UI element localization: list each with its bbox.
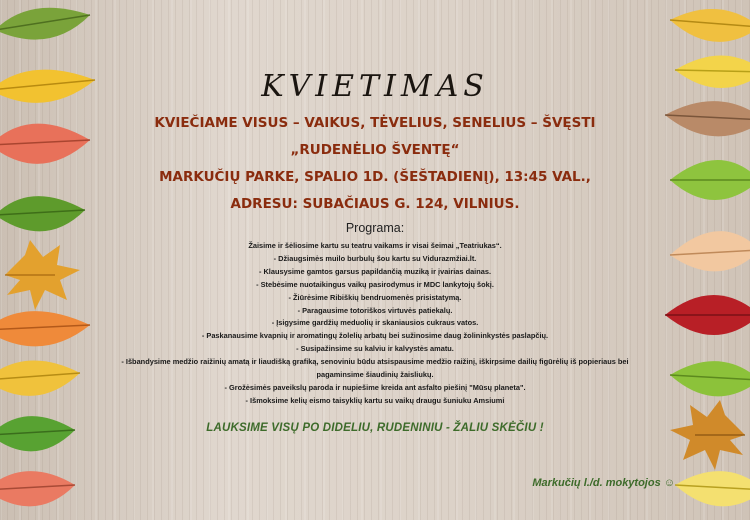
headline-line: KVIEČIAME VISUS – VAIKUS, TĖVELIUS, SENELIUS – ŠVĘSTI (154, 115, 596, 131)
program-item: - Klausysime gamtos garsus papildančią muziką ir įvairias dainas. (258, 266, 492, 276)
headline-line: MARKUČIŲ PARKE, SPALIO 1D. (ŠEŠTADIENĮ), 13:45 VAL., (159, 169, 591, 185)
program-item: - Paskanausime kvapnių ir aromatingų žolelių arbatų bei sužinosime daug žolininkystės paslapčių. (201, 331, 549, 341)
leaf-icon (670, 455, 750, 520)
program-item: Žaisime ir šėliosime kartu su teatru vaikams ir visai šeimai „Teatriukas“. (248, 241, 502, 250)
program-item: - Susipažinsime su kalviu ir kalvystės amatu. (296, 344, 454, 354)
leaf-icon (665, 145, 750, 220)
invitation-content (105, 70, 645, 434)
program-item: - Žiūrėsime Ribiškių bendruomenės prisistatymą. (288, 292, 462, 302)
invitation-title: KVIETIMAS (261, 69, 489, 104)
program-item: - Džiaugsimės muilo burbulų šou kartu su Vidurazmžiai.lt. (273, 253, 477, 263)
program-item: - Grožėsimės paveikslų paroda ir nupiešime kreida ant asfalto piešinį "Mūsų planeta". (224, 382, 526, 392)
leaf-icon (0, 455, 80, 520)
program-title: Programa: (345, 221, 405, 235)
leaf-icon (0, 110, 95, 185)
leaf-icon (660, 280, 750, 355)
program-item: - Išmoksime kelių eismo taisyklių kartu su vaikų draugu šuniuku Amsiumi (245, 395, 505, 405)
left-leaf-border (0, 0, 110, 520)
slogan: LAUKSIME VISŲ PO DIDELIU, RUDENINIU - ŽALIU SKĖČIU ! (206, 421, 544, 434)
program-item: - Įsigysime gardžių meduolių ir skaniausios cukraus vatos. (271, 318, 479, 328)
signature: Markučių l./d. mokytojos ☺ (532, 477, 675, 489)
right-leaf-border (640, 0, 750, 520)
program-item: - Paragausime totoriškos virtuvės patiekalų. (297, 305, 453, 315)
program-item: - Stebėsime nuotaikingus vaikų pasirodymus ir MDC lankytojų šokį. (256, 279, 494, 289)
headline-line: ADRESU: SUBAČIAUS G. 124, VILNIUS. (230, 196, 520, 212)
leaf-icon (665, 215, 750, 290)
program-list (105, 240, 645, 408)
headline-line: „RUDENĖLIO ŠVENTĘ“ (290, 142, 460, 158)
program-item: - Išbandysime medžio raižinių amatą ir liaudišką grafiką, senoviniu būdu atsispausime medžio raižinį, iškirpsime dailių figūrėlių iš popieriaus bei pagaminsime šiaudinių žaisliukų. (121, 357, 629, 380)
